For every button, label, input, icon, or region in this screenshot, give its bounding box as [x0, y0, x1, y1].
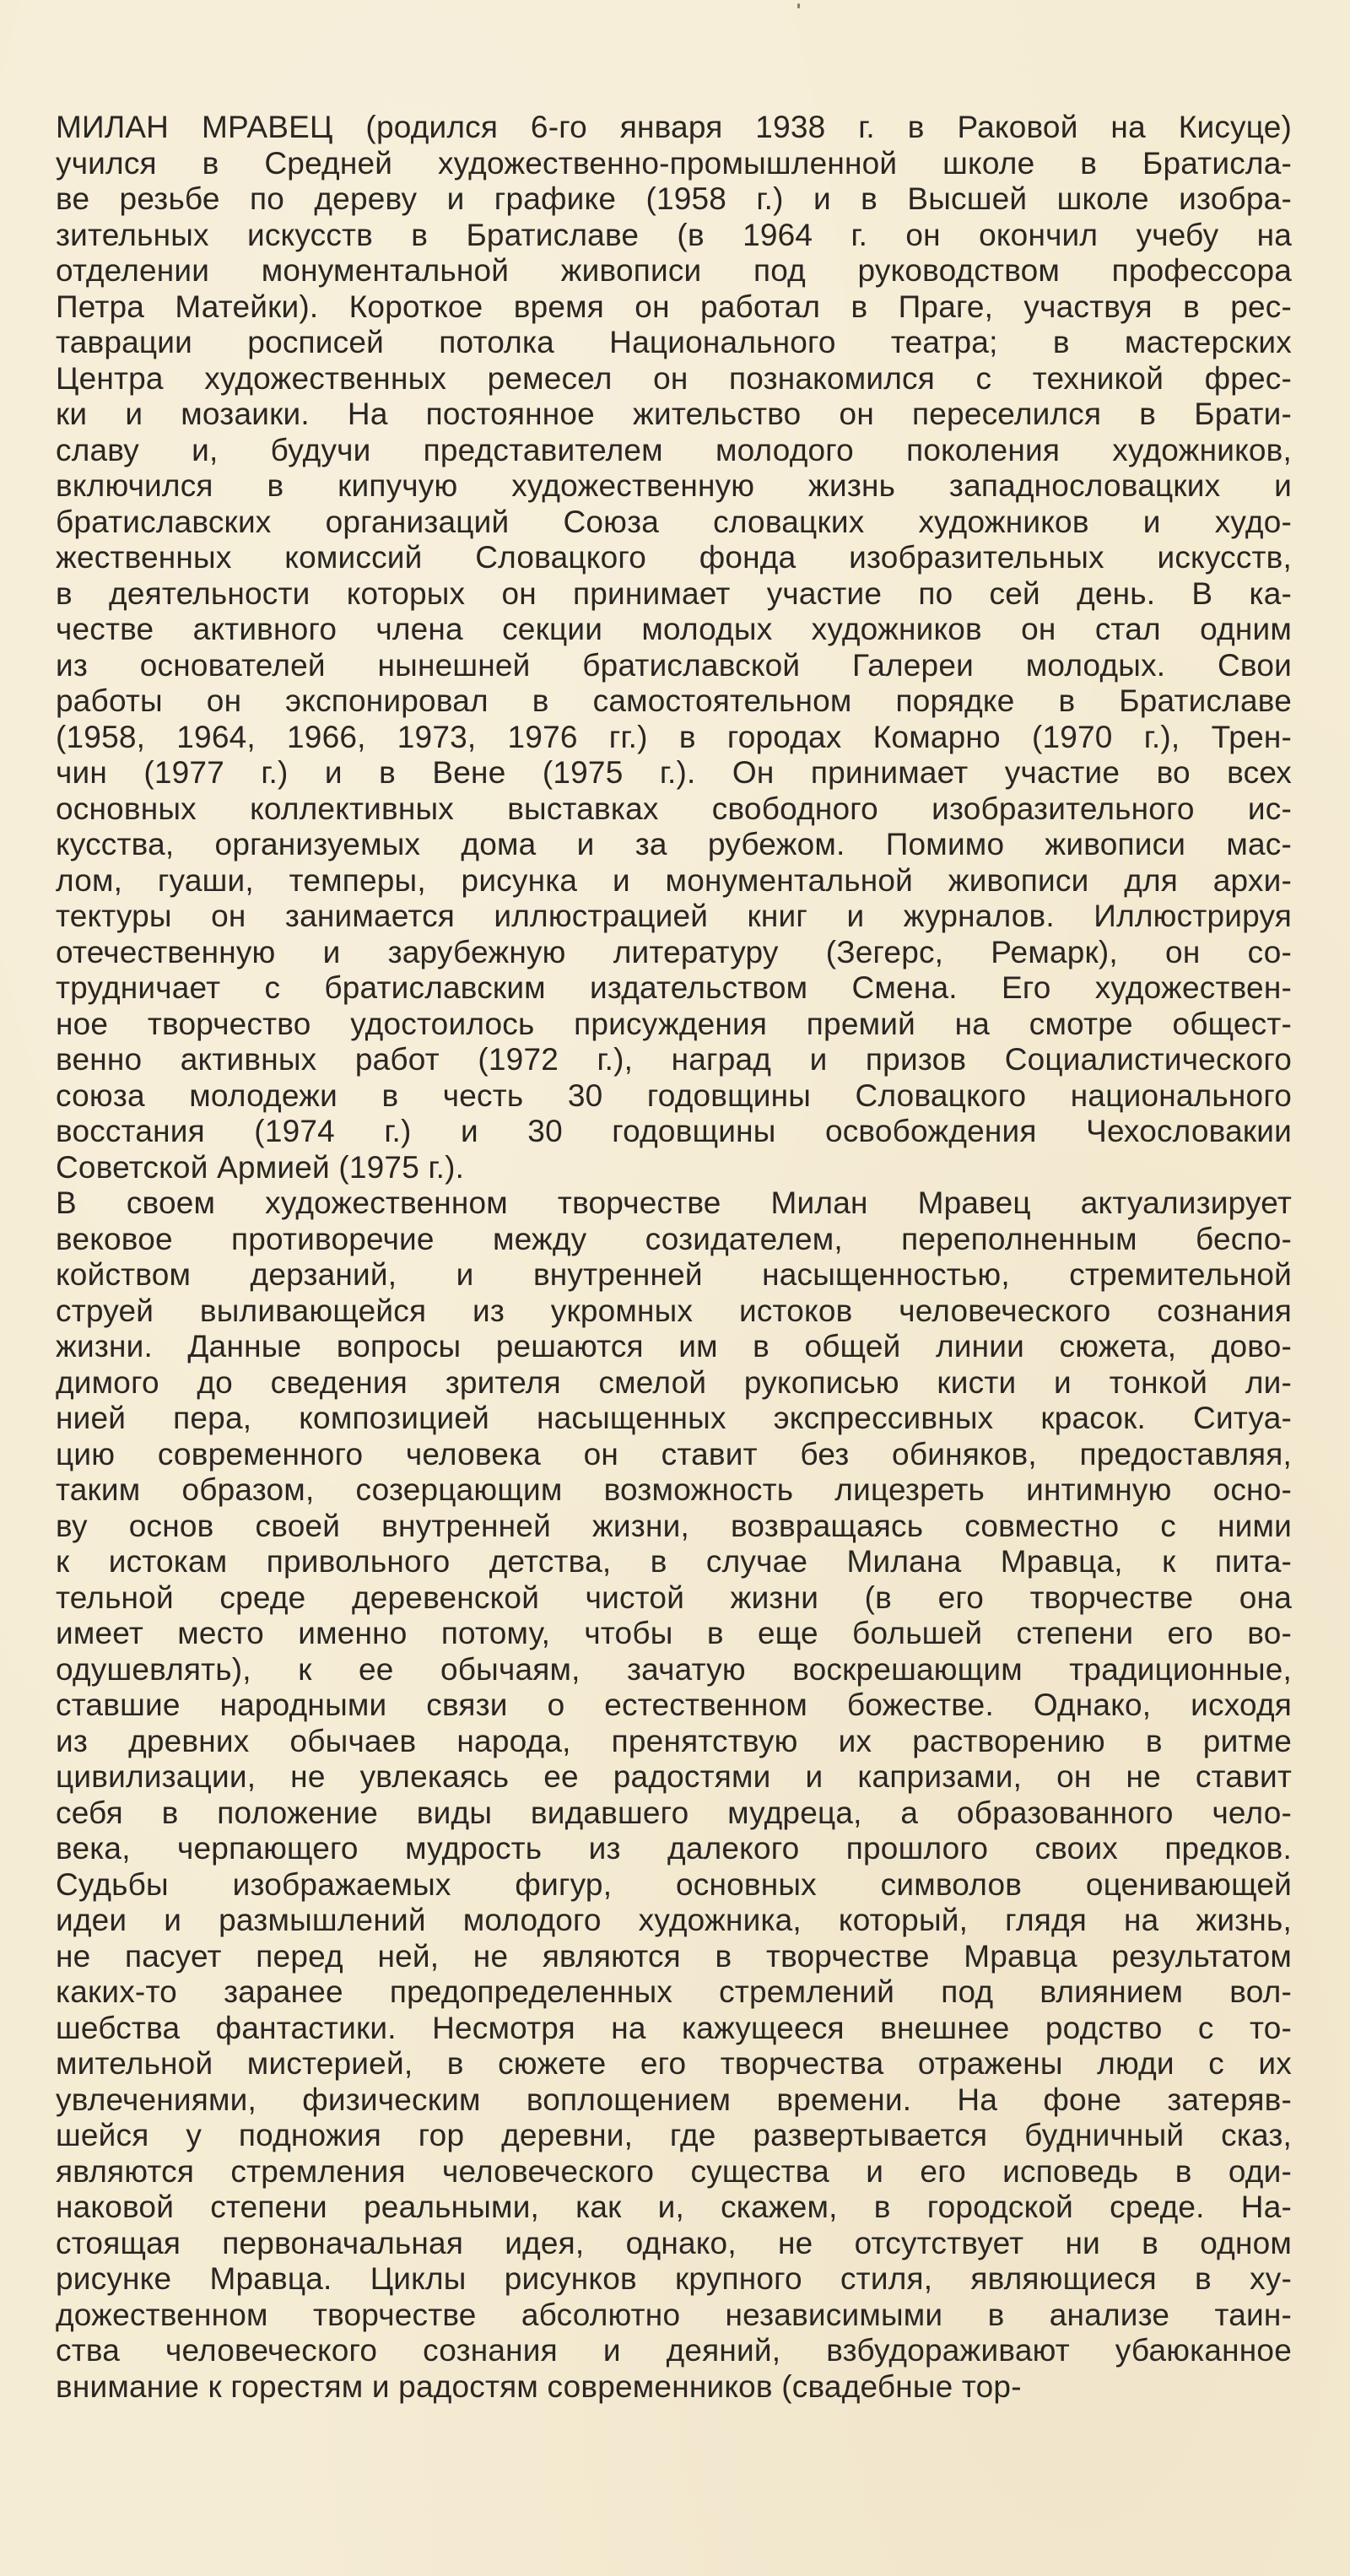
text-line: имеет место именно потому, чтобы в еще большей степени его во- [56, 1616, 1292, 1650]
text-line: струей выливающейся из укромных истоков человеческого сознания [56, 1293, 1292, 1328]
text-line: к истокам привольного детства, в случае Милана Мравца, к пита- [56, 1544, 1292, 1579]
text-line: тельной среде деревенской чистой жизни (в его творчестве она [56, 1580, 1292, 1615]
analysis-paragraph [56, 1185, 1292, 2405]
text-line: Судьбы изображаемых фигур, основных символов оценивающей [56, 1866, 1292, 1902]
text-line: учился в Средней художественно-промышленной школе в Братисла- [56, 145, 1292, 181]
text-line: отечественную и зарубежную литературу (Зегерс, Ремарк), он со- [56, 934, 1292, 969]
text-line: ве резьбе по дереву и графике (1958 г.) и в Высшей школе изобра- [56, 181, 1292, 216]
text-line: рисунке Мравца. Циклы рисунков крупного стиля, являющиеся в ху- [56, 2261, 1292, 2296]
text-line: трудничает с братиславским издательством Смена. Его художествен- [56, 970, 1292, 1005]
text-line: славу и, будучи представителем молодого поколения художников, [56, 432, 1292, 467]
text-line: ву основ своей внутренней жизни, возвращаясь совместно с ними [56, 1508, 1292, 1543]
text-line: Советской Армией (1975 г.). [56, 1149, 465, 1185]
text-line: из основателей нынешней братиславской Галереи молодых. Свои [56, 647, 1292, 683]
text-line: союза молодежи в честь 30 годовщины Словацкого национального [56, 1077, 1292, 1113]
text-line: ства человеческого сознания и деяний, взбудораживают убаюканное [56, 2333, 1292, 2368]
text-line: являются стремления человеческого существа и его исповедь в оди- [56, 2153, 1292, 2189]
text-line: одушевлять), к ее обычаям, зачатую воскрешающим традиционные, [56, 1651, 1292, 1687]
paper-speck [797, 3, 800, 8]
text-line: Центра художественных ремесел он познакомился с техникой фрес- [56, 360, 1292, 396]
text-line: себя в положение виды видавшего мудреца, а образованного чело- [56, 1795, 1292, 1830]
text-line: наковой степени реальными, как и, скажем, в городской среде. На- [56, 2190, 1292, 2224]
text-line: отделении монументальной живописи под руководством профессора [56, 253, 1292, 288]
text-line: койством дерзаний, и внутренней насыщенностью, стремительной [56, 1257, 1292, 1292]
text-line: чин (1977 г.) и в Вене (1975 г.). Он принимает участие во всех [56, 755, 1292, 790]
text-line: ное творчество удостоилось присуждения премий на смотре общест- [56, 1006, 1292, 1041]
text-line: зительных искусств в Братиславе (в 1964 г. он окончил учебу на [56, 217, 1292, 252]
text-line: ки и мозаики. На постоянное жительство он переселился в Брати- [56, 397, 1292, 431]
article-text [56, 110, 1292, 2405]
text-line: идеи и размышлений молодого художника, который, глядя на жизнь, [56, 1903, 1292, 1937]
text-line: таким образом, созерцающим возможность лицезреть интимную осно- [56, 1472, 1292, 1507]
text-line: века, черпающего мудрость из далекого прошлого своих предков. [56, 1831, 1292, 1866]
text-line: не пасует перед ней, не являются в творчестве Мравца результатом [56, 1938, 1292, 1974]
text-line: вековое противоречие между созидателем, переполненным беспо- [56, 1221, 1292, 1256]
text-line: включился в кипучую художественную жизнь западнословацких и [56, 468, 1292, 503]
text-line: нией пера, композицией насыщенных экспрессивных красок. Ситуа- [56, 1401, 1292, 1435]
text-line: таврации росписей потолка Национального театра; в мастерских [56, 325, 1292, 359]
text-line: Петра Матейки). Короткое время он работал в Праге, участвуя в рес- [56, 289, 1292, 324]
text-line: работы он экспонировал в самостоятельном порядке в Братиславе [56, 683, 1292, 718]
text-line: честве активного члена секции молодых художников он стал одним [56, 612, 1292, 646]
text-line: димого до сведения зрителя смелой рукописью кисти и тонкой ли- [56, 1364, 1292, 1400]
text-line: в деятельности которых он принимает участие по сей день. В ка- [56, 575, 1292, 611]
text-line: шейся у подножия гор деревни, где развертывается будничный сказ, [56, 2118, 1292, 2152]
text-line: жизни. Данные вопросы решаются им в общей линии сюжета, дово- [56, 1329, 1292, 1364]
text-line: увлечениями, физическим воплощением времени. На фоне затеряв- [56, 2082, 1292, 2117]
text-line: жественных комиссий Словацкого фонда изобразительных искусств, [56, 540, 1292, 575]
text-line: стоящая первоначальная идея, однако, не отсутствует ни в одном [56, 2225, 1292, 2260]
text-line: ставшие народными связи о естественном божестве. Однако, исходя [56, 1688, 1292, 1722]
text-line: цию современного человека он ставит без обиняков, предоставляя, [56, 1436, 1292, 1472]
text-line: тектуры он занимается иллюстрацией книг и журналов. Иллюстрируя [56, 899, 1292, 933]
text-line: основных коллективных выставках свободного изобразительного ис- [56, 791, 1292, 826]
text-line: мительной мистерией, в сюжете его творчества отражены люди с их [56, 2046, 1292, 2081]
text-line: дожественном творчестве абсолютно независимыми в анализе таин- [56, 2297, 1292, 2332]
biography-paragraph [56, 110, 1292, 1185]
text-line: цивилизации, не увлекаясь ее радостями и капризами, он не ставит [56, 1759, 1292, 1794]
text-line: восстания (1974 г.) и 30 годовщины освобождения Чехословакии [56, 1114, 1292, 1148]
text-line: из древних обычаев народа, пренятствую их растворению в ритме [56, 1723, 1292, 1758]
text-line: внимание к горестям и радостям современников (свадебные тор- [56, 2368, 1022, 2404]
text-line: (1958, 1964, 1966, 1973, 1976 гг.) в городах Комарно (1970 г.), Трен- [56, 719, 1292, 754]
text-line: шебства фантастики. Несмотря на кажущееся внешнее родство с то- [56, 2010, 1292, 2045]
text-line: братиславских организаций Союза словацких художников и худо- [56, 504, 1292, 539]
text-line: МИЛАН МРАВЕЦ (родился 6-го января 1938 г. в Раковой на Кисуце) [56, 110, 1292, 144]
text-line: В своем художественном творчестве Милан Мравец актуализирует [56, 1185, 1292, 1220]
text-line: лом, гуаши, темперы, рисунка и монументальной живописи для архи- [56, 862, 1292, 898]
text-line: кусства, организуемых дома и за рубежом. Помимо живописи мас- [56, 827, 1292, 861]
text-line: венно активных работ (1972 г.), наград и призов Социалистического [56, 1042, 1292, 1077]
text-line: каких-то заранее предопределенных стремлений под влиянием вол- [56, 1974, 1292, 2009]
